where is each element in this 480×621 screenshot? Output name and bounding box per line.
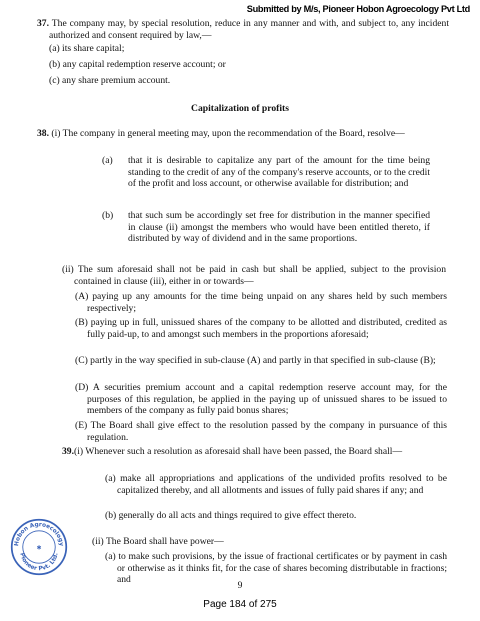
article-38-clause-A: (A) paying up any amounts for the time being unpaid on any shares held by such members respectively; bbox=[75, 291, 447, 314]
article-37-number: 37. bbox=[37, 18, 49, 29]
article-39-item-a: (a) make all appropriations and applications of the undivided profits resolved to be capitalized thereby, and all allotments and issues of fully paid shares if any; and bbox=[105, 473, 447, 496]
article-39-clause-ii: (ii) The Board shall have power— bbox=[92, 536, 224, 547]
article-38-a-label: (a) bbox=[102, 155, 113, 166]
article-39-text: (i) Whenever such a resolution as aforesaid shall have been passed, the Board shall— bbox=[74, 446, 403, 457]
article-38-b-label: (b) bbox=[102, 210, 114, 221]
article-38-number: 38. bbox=[37, 128, 49, 139]
submitted-by-header: Submitted by M/s, Pioneer Hobon Agroecology Pvt Ltd bbox=[246, 4, 470, 14]
article-38-clause-C: (C) partly in the way specified in sub-clause (A) and partly in that specified in sub-clause (B); bbox=[75, 355, 436, 366]
svg-text:Hobon Agroecology: Hobon Agroecology bbox=[14, 522, 64, 547]
svg-text:✱: ✱ bbox=[36, 545, 42, 552]
company-stamp-seal bbox=[10, 518, 68, 576]
article-38-a-text: that it is desirable to capitalize any part of the amount for the time being standing to the credit of any of the company's reserve accounts, or to the credit of the profit and loss account, or otherwise available for distribution; and bbox=[128, 155, 430, 190]
article-38-b-text: that such sum be accordingly set free for distribution in the manner specified in clause (ii) amongst the members who would have been entitled thereto, if distributed by way of dividend and in the same proportions. bbox=[128, 210, 430, 245]
article-39-intro bbox=[38, 446, 434, 458]
article-38-clause-E: (E) The Board shall give effect to the resolution passed by the company in pursuance of this regulation. bbox=[75, 420, 447, 443]
article-37-intro bbox=[37, 18, 449, 41]
article-38-clause-ii: (ii) The sum aforesaid shall not be paid in cash but shall be applied, subject to the provision contained in clause (iii), either in or towards— bbox=[62, 264, 446, 287]
article-37-item-b: (b) any capital redemption reserve account; or bbox=[49, 59, 226, 70]
article-38-clause-B: (B) paying up in full, unissued shares of the company to be allotted and distributed, credited as fully paid-up, to and amongst such members in the proportions aforesaid; bbox=[75, 317, 447, 340]
article-39-ii-item-a: (a) to make such provisions, by the issue of fractional certificates or by payment in cash or otherwise as it thinks fit, for the case of shares becoming distributable in fractions; and bbox=[105, 551, 447, 586]
article-37-item-a: (a) its share capital; bbox=[49, 43, 125, 54]
article-38-intro bbox=[37, 128, 437, 140]
article-37-text: The company may, by special resolution, reduce in any manner and with, and subject to, any incident authorized and consent required by law,— bbox=[49, 18, 449, 41]
article-39-number: 39. bbox=[62, 446, 74, 457]
article-39-item-b: (b) generally do all acts and things required to give effect thereto. bbox=[105, 510, 357, 521]
page-number: 9 bbox=[237, 580, 243, 591]
section-heading: Capitalization of profits bbox=[191, 103, 289, 114]
article-38-text: (i) The company in general meeting may, upon the recommendation of the Board, resolve— bbox=[51, 128, 405, 139]
svg-text:Pioneer Pvt. Ltd.: Pioneer Pvt. Ltd. bbox=[18, 552, 60, 573]
article-38-clause-D: (D) A securities premium account and a capital redemption reserve account may, for the purposes of this regulation, be applied in the paying up of unissued shares to be issued to members of the company as fully paid bonus shares; bbox=[75, 382, 447, 417]
article-37-item-c: (c) any share premium account. bbox=[49, 75, 171, 86]
page-footer: Page 184 of 275 bbox=[203, 599, 277, 610]
